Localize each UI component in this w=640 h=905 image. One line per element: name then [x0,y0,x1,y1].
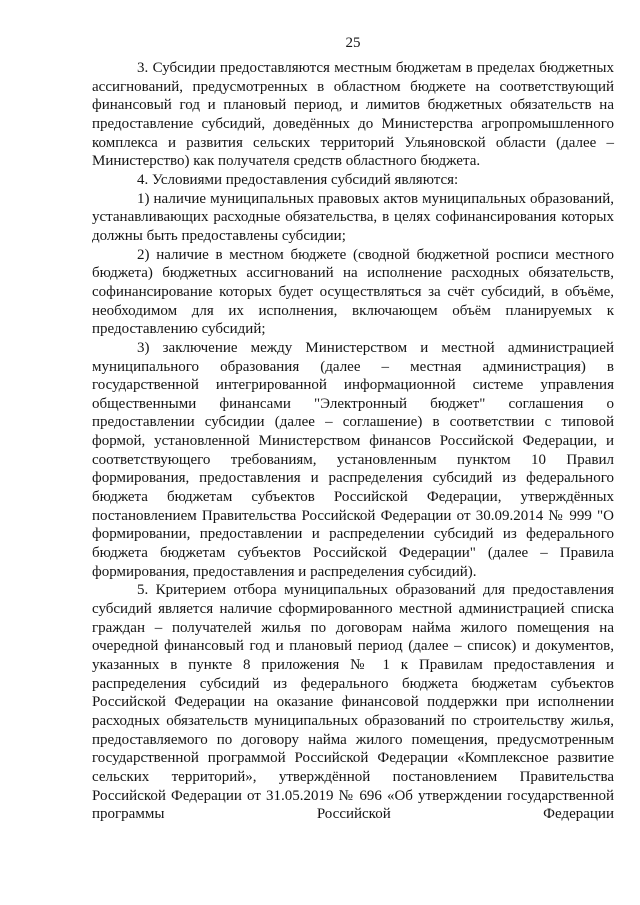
paragraph-3-subsidy-limits: 3. Субсидии предоставляются местным бюджетам в пределах бюджетных ассигнований, предусмотренных в областном бюджете на соответствующий финансовый год и плановый период, и лимитов бюджетных обязательств на предоставление субсидий, доведённых до Министерства агропромышленного комплекса и развития сельских территорий Ульяновской области (далее – Министерство) как получателя средств областного бюджета. [92,60,614,170]
paragraph-4-conditions-heading: 4. Условиями предоставления субсидий являются: [137,171,459,188]
paragraph-5-selection-criterion: 5. Критерием отбора муниципальных образований для предоставления субсидий является наличие сформированного местной администрацией списка граждан – получателей жилья по договорам найма жилого помещения на очередной финансовый год и плановый период (далее – список) и документов, указанных в пункте 8 приложения № 1 к Правилам предоставления и распределения субсидий из федерального бюджета бюджетам субъектов Российской Федерации на оказание финансовой поддержки при исполнении расходных обязательств муниципальных образований по строительству жилья, предоставляемого по договору найма жилого помещения, предусмотренным государственной программой Российской Федерации «Комплексное развитие сельских территорий», утверждённой постановлением Правительства Российской Федерации от 31.05.2019 № 696 «Об утверждении государственной программы Российской Федерации [92,582,614,823]
page-number: 25 [345,35,361,51]
condition-1-municipal-acts: 1) наличие муниципальных правовых актов муниципальных образований, устанавливающих расходные обязательства, в целях софинансирования которых должны быть предоставлены субсидии; [92,190,614,244]
condition-3-agreement: 3) заключение между Министерством и местной администрацией муниципального образования (далее – местная администрация) в государственной интегрированной информационной системе управления общественными финансами "Электронный бюджет" соглашения о предоставлении субсидии (далее – соглашение) в соответствии с типовой формой, установленной Министерством финансов Российской Федерации, и соответствующего требованиям, установленным пунктом 10 Правил формирования, предоставления и распределения субсидий из федерального бюджета бюджетам субъектов Российской Федерации, утверждённых постановлением Правительства Российской Федерации от 30.09.2014 № 999 "О формировании, предоставлении и распределении субсидий из федерального бюджета бюджетам субъектов Российской Федерации" (далее – Правила формирования, предоставления и распределения субсидий). [92,339,614,580]
condition-2-budget-allocations: 2) наличие в местном бюджете (сводной бюджетной росписи местного бюджета) бюджетных ассигнований на исполнение расходных обязательств, софинансирование которых будет осуществляться за счёт субсидий, в объёме, необходимом для их исполнения, включающем объём планируемых к предоставлению субсидий; [92,246,614,338]
document-body [92,59,614,824]
